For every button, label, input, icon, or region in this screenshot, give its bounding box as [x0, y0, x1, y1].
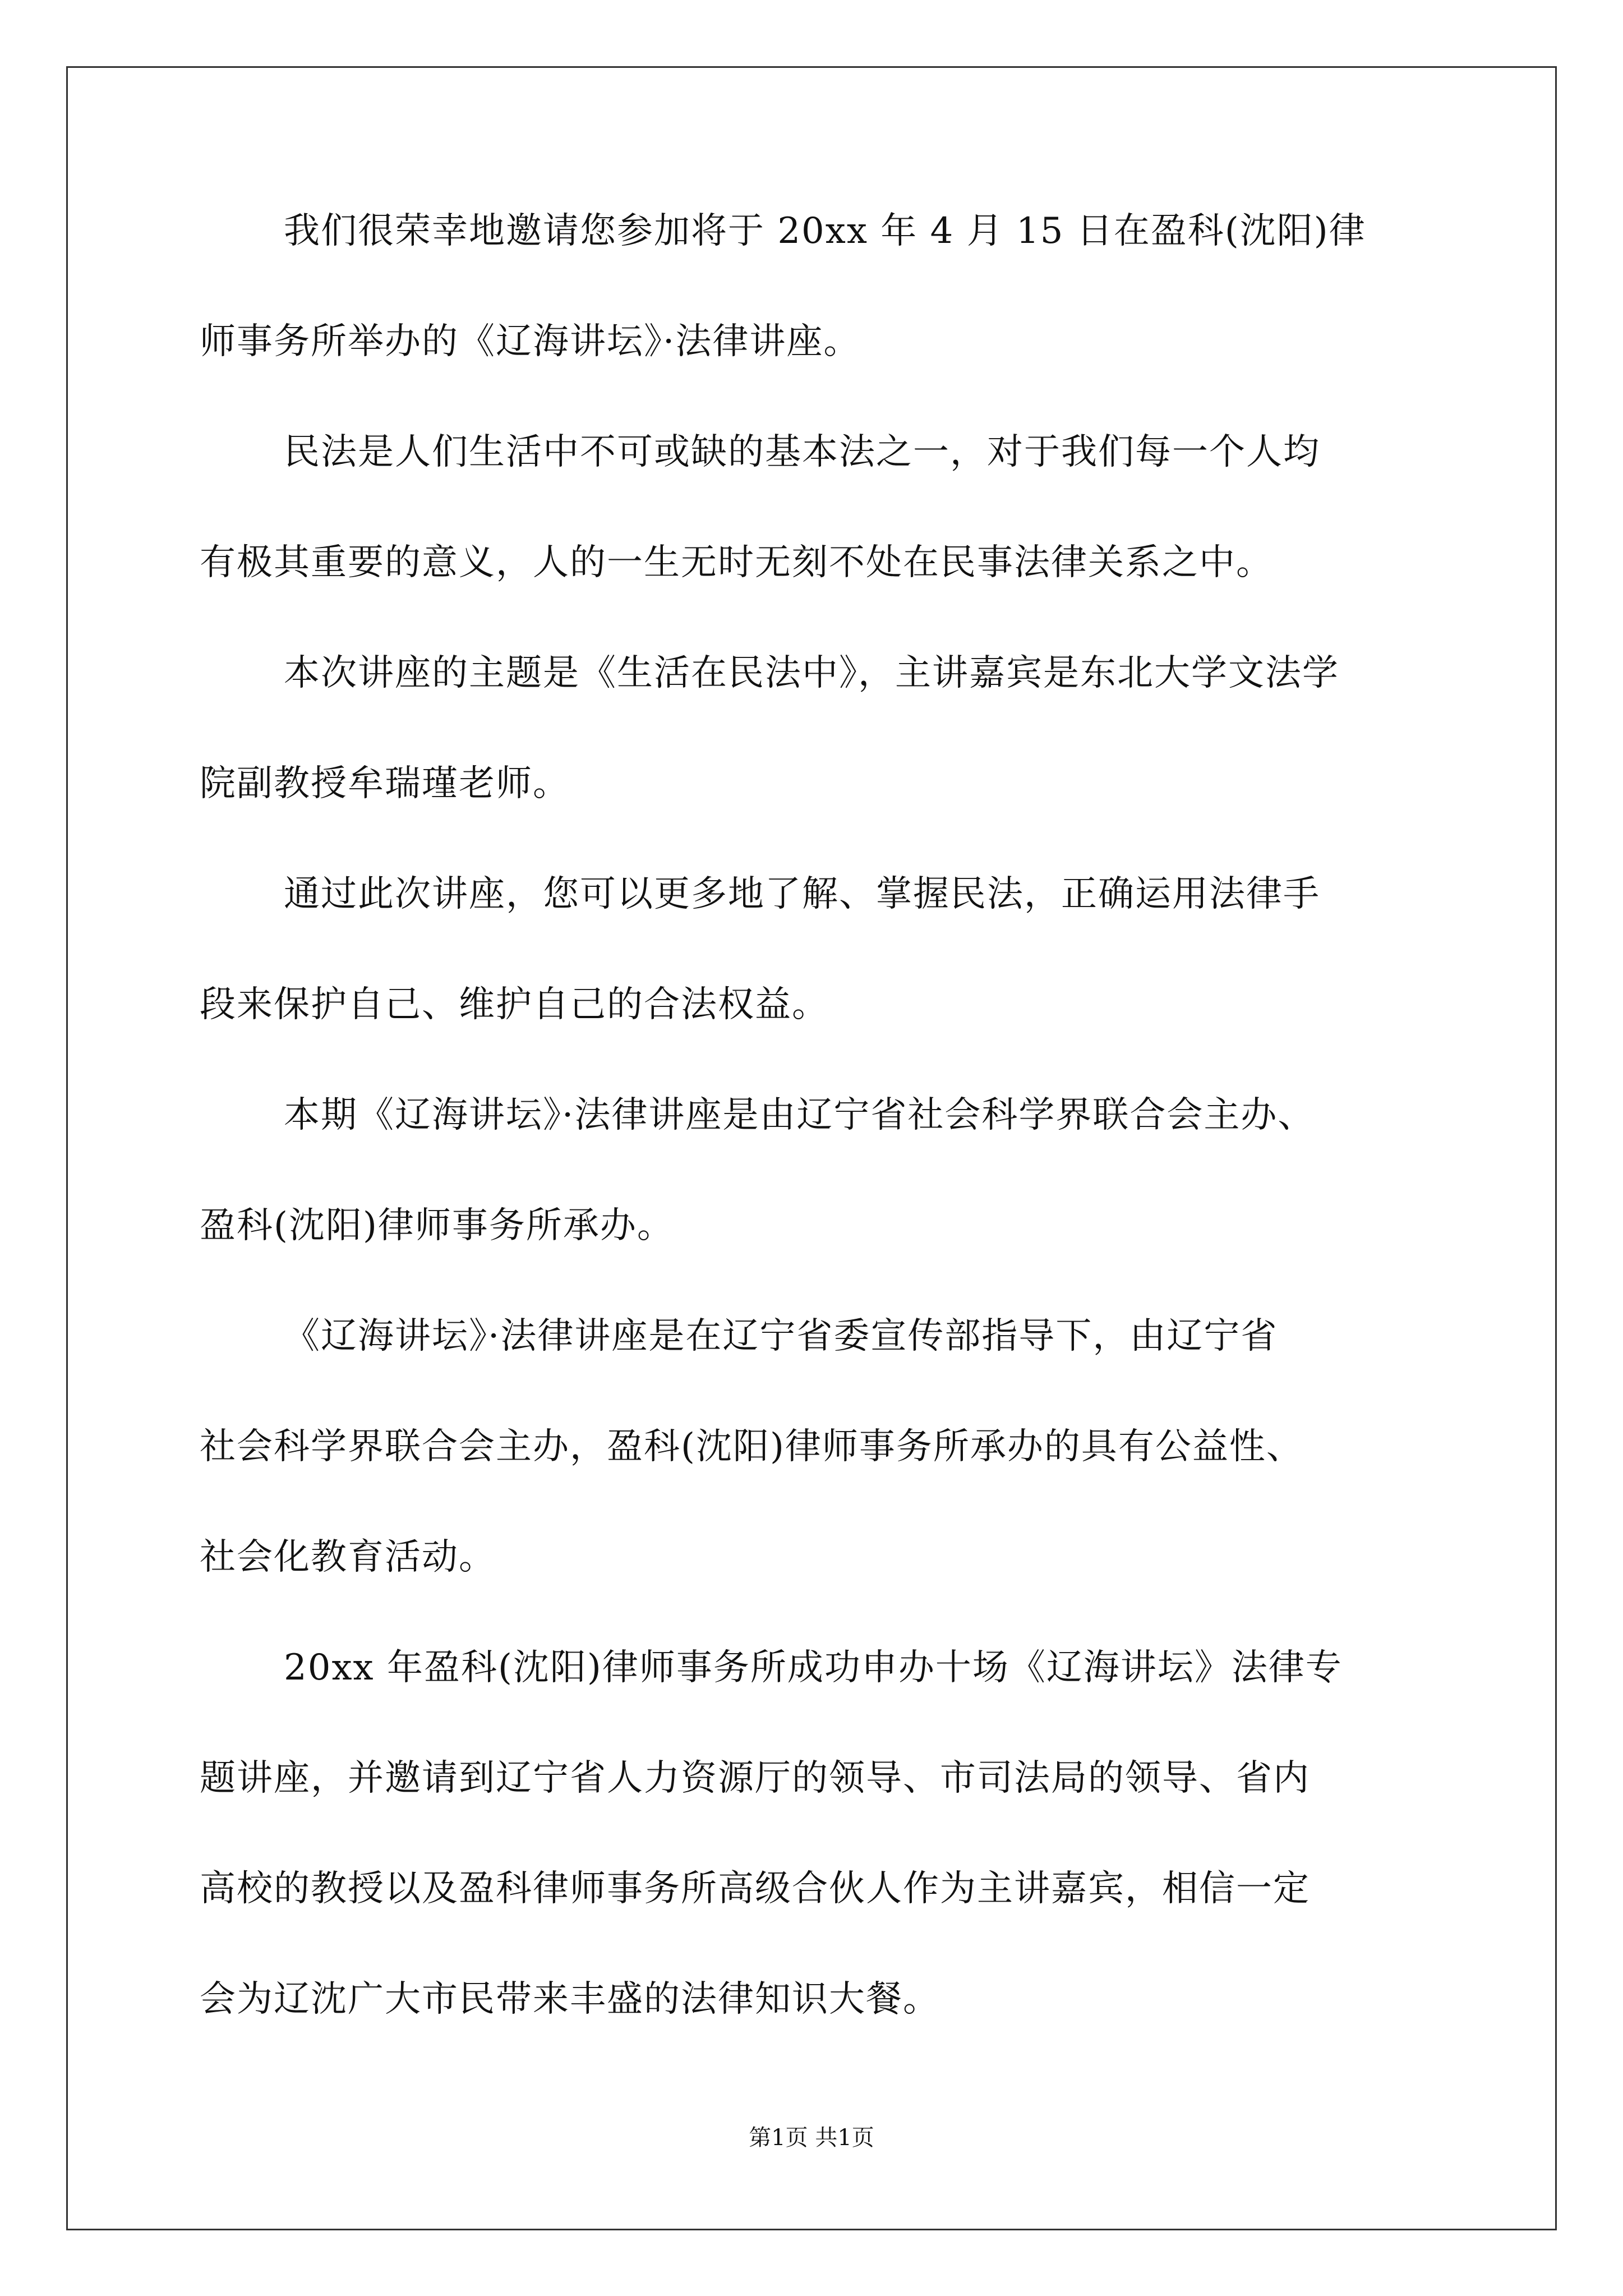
paragraph-2-line-2: 有极其重要的意义，人的一生无时无刻不处在民事法律关系之中。: [200, 542, 1273, 583]
paragraph-5-line-2: 盈科(沈阳)律师事务所承办。: [200, 1205, 674, 1246]
paragraph-3-line-2: 院副教授牟瑞瑾老师。: [200, 763, 570, 804]
page-number-footer: 第1页 共1页: [749, 2125, 874, 2151]
paragraph-6-line-1: 《辽海讲坛》·法律讲座是在辽宁省委宣传部指导下，由辽宁省: [284, 1315, 1278, 1357]
paragraph-7-line-1: 20xx 年盈科(沈阳)律师事务所成功申办十场《辽海讲坛》法律专: [284, 1647, 1343, 1688]
paragraph-6-line-3: 社会化教育活动。: [200, 1536, 496, 1578]
paragraph-6-line-2: 社会科学界联合会主办，盈科(沈阳)律师事务所承办的具有公益性、: [200, 1426, 1303, 1467]
paragraph-2-line-1: 民法是人们生活中不可或缺的基本法之一，对于我们每一个人均: [284, 431, 1320, 473]
paragraph-4-line-2: 段来保护自己、维护自己的合法权益。: [200, 984, 829, 1025]
paragraph-7-line-3: 高校的教授以及盈科律师事务所高级合伙人作为主讲嘉宾，相信一定: [200, 1868, 1310, 1910]
paragraph-4-line-1: 通过此次讲座，您可以更多地了解、掌握民法，正确运用法律手: [284, 873, 1320, 915]
paragraph-7-line-4: 会为辽沈广大市民带来丰盛的法律知识大餐。: [200, 1978, 940, 2020]
paragraph-1-line-1: 我们很荣幸地邀请您参加将于 20xx 年 4 月 15 日在盈科(沈阳)律: [284, 210, 1366, 252]
paragraph-5-line-1: 本期《辽海讲坛》·法律讲座是由辽宁省社会科学界联合会主办、: [284, 1094, 1315, 1136]
paragraph-7-line-2: 题讲座，并邀请到辽宁省人力资源厅的领导、市司法局的领导、省内: [200, 1757, 1310, 1799]
paragraph-3-line-1: 本次讲座的主题是《生活在民法中》，主讲嘉宾是东北大学文法学: [284, 652, 1339, 694]
paragraph-1-line-2: 师事务所举办的《辽海讲坛》·法律讲座。: [200, 321, 861, 362]
